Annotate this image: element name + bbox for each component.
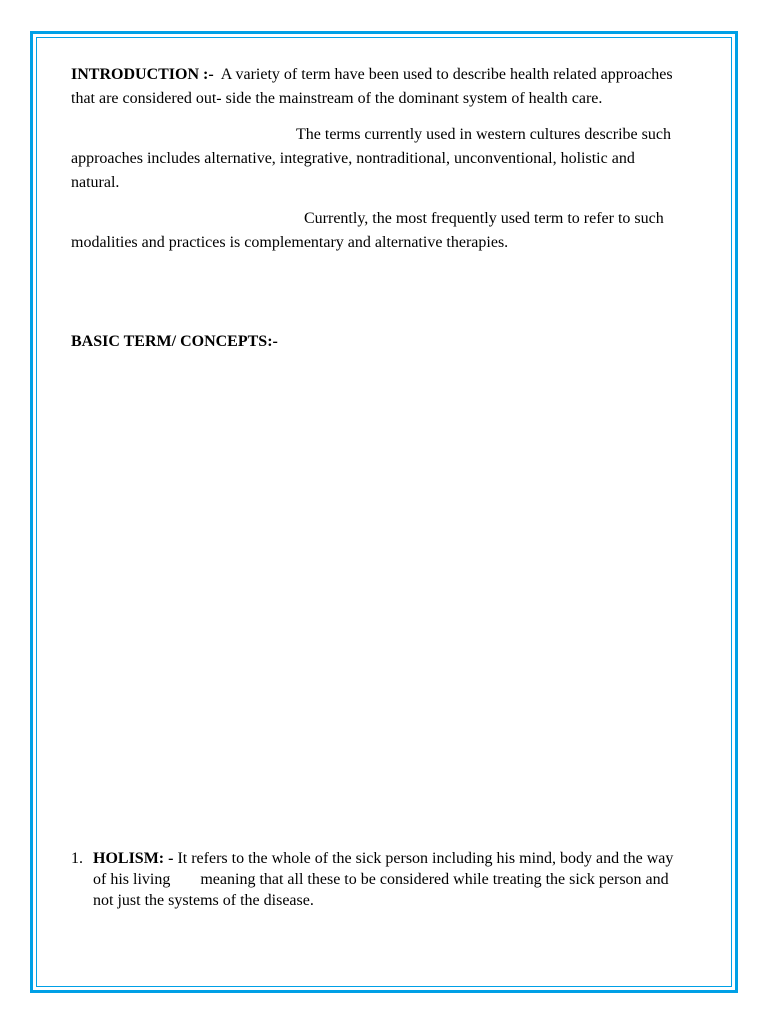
list-item-number: 1. [71, 850, 83, 867]
intro-paragraph-2-text: The terms currently used in western cultures describe such approaches includes alternative, integrative, nontraditional, unconventional, holistic and natural. [71, 126, 671, 191]
list-item [71, 848, 683, 911]
intro-paragraph-2 [71, 123, 683, 195]
intro-paragraph-1 [71, 63, 683, 111]
intro-paragraph-3-text: Currently, the most frequently used term to refer to such modalities and practices is complementary and alternative therapies. [71, 210, 664, 251]
intro-paragraph-1-text: A variety of term have been used to describe health related approaches that are considered out- side the mainstream of the dominant system of health care. [71, 66, 673, 107]
terms-list [71, 848, 683, 911]
intro-label: INTRODUCTION :- [71, 66, 214, 83]
list-item-text-1: It refers to the whole of the sick person including his mind, body and the way of his living [93, 850, 674, 888]
list-item-text-2: meaning that all these to be considered while treating the sick person and not just the systems of the disease. [93, 871, 669, 909]
list-item-term: HOLISM: - [93, 850, 174, 867]
introduction-section [71, 63, 683, 255]
basic-terms-heading: BASIC TERM/ CONCEPTS:- [71, 333, 278, 350]
intro-paragraph-3 [71, 207, 683, 255]
